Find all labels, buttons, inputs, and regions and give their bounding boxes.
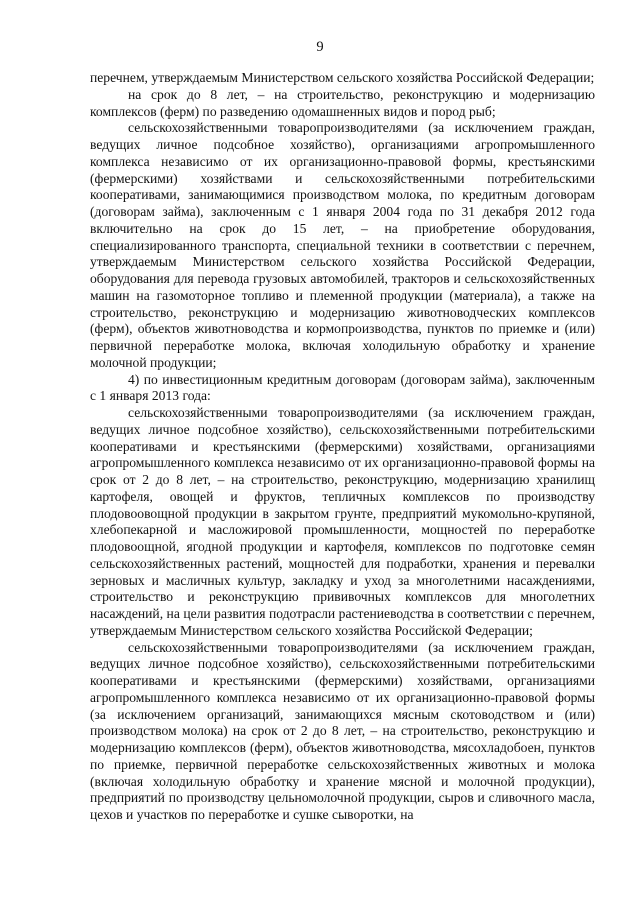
paragraph-1: перечнем, утверждаемым Министерством сельского хозяйства Российской Федерации; xyxy=(90,70,595,85)
paragraph-5: сельскохозяйственными товаропроизводителями (за исключением граждан, ведущих личное подсобное хозяйство), сельскохозяйственными потребительскими кооперативами и крестьянскими (фермерскими) хозяйствами, организациями агропромышленного комплекса независимо от их организационно-правовой формы на срок от 2 до 8 лет, – на строительство, реконструкцию, модернизацию хранилищ картофеля, овощей и фруктов, тепличных комплексов по производству плодовоовощной продукции в закрытом грунте, предприятий мукомольно-крупяной, хлебопекарной и масложировой промышленности, мощностей по переработке плодовоощной, ягодной продукции и картофеля, комплексов по подготовке семян сельскохозяйственных растений, мощностей для подработки, хранения и перевалки зерновых и масличных культур, закладку и уход за многолетними насаждениями, строительство и реконструкцию прививочных комплексов для многолетних насаждений, на цели развития подотрасли растениеводства в соответствии с перечнем, утверждаемым Министерством сельского хозяйства Российской Федерации; xyxy=(90,405,595,638)
page-number: 9 xyxy=(316,39,324,55)
paragraph-3: сельскохозяйственными товаропроизводителями (за исключением граждан, ведущих личное подсобное хозяйство), организациями агропромышленного комплекса независимо от их организационно-правовой формы, крестьянскими (фермерскими) хозяйствами и сельскохозяйственными потребительскими кооперативами, занимающимися производством молока, по кредитным договорам (договорам займа), заключенным с 1 января 2004 года по 31 декабря 2012 года включительно на срок до 15 лет, – на приобретение оборудования, специализированного транспорта, специальной техники в соответствии с перечнем, утверждаемым Министерством сельского хозяйства Российской Федерации, оборудования для перевода грузовых автомобилей, тракторов и сельскохозяйственных машин на газомоторное топливо и племенной продукции (материала), а также на строительство, реконструкцию и модернизацию животноводческих комплексов (ферм), объектов животноводства и кормопроизводства, пунктов по приемке и (или) первичной переработке молока, включая холодильную обработку и хранение молочной продукции; xyxy=(90,120,595,370)
paragraph-2: на срок до 8 лет, – на строительство, реконструкцию и модернизацию комплексов (ферм) по разведению одомашненных видов и пород рыб; xyxy=(90,86,595,119)
paragraph-4: 4) по инвестиционным кредитным договорам (договорам займа), заключенным с 1 января 2013 года: xyxy=(90,371,595,404)
paragraph-6: сельскохозяйственными товаропроизводителями (за исключением граждан, ведущих личное подсобное хозяйство), сельскохозяйственными потребительскими кооперативами и крестьянскими (фермерскими) хозяйствами, организациями агропромышленного комплекса независимо от их организационно-правовой формы (за исключением организаций, занимающихся мясным скотоводством и (или) производством молока) на срок от 2 до 8 лет, – на строительство, реконструкцию и модернизацию комплексов (ферм), объектов животноводства, мясохладобоен, пунктов по приемке, первичной переработке сельскохозяйственных животных и молока (включая холодильную обработку и хранение мясной и молочной продукции), предприятий по производству цельномолочной продукции, сыров и сливочного масла, цехов и участков по переработке и сушке сыворотки, на xyxy=(90,639,595,822)
document-body xyxy=(90,70,595,824)
